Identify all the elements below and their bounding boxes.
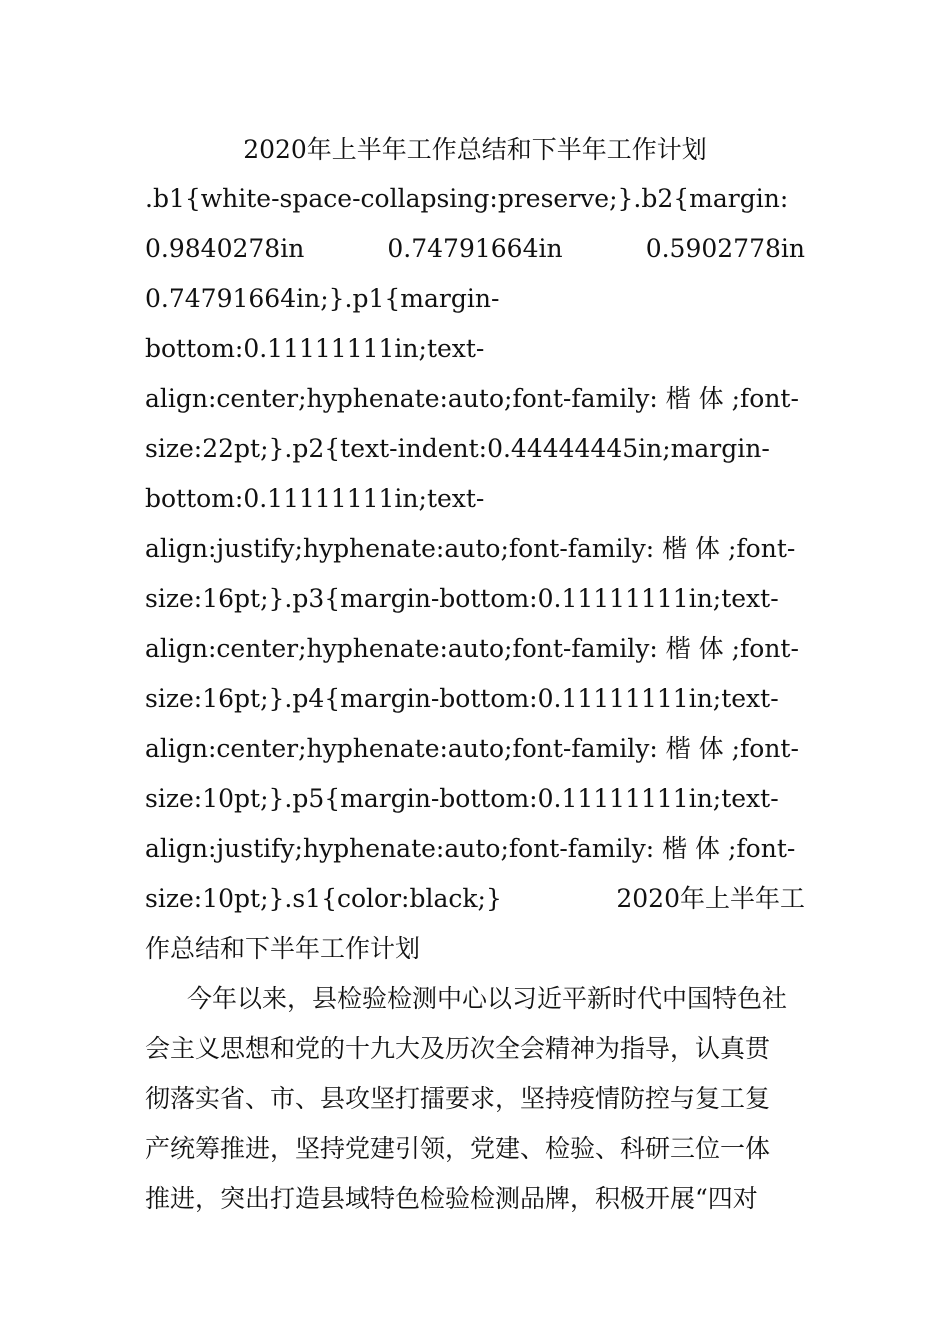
css-margin-top: 0.9840278in <box>145 234 305 263</box>
css-line-11: size:16pt;}.p4{margin-bottom:0.11111111in;text- <box>145 684 779 713</box>
css-margin-right: 0.74791664in <box>387 234 563 263</box>
body-line-1: 今年以来，县检验检测中心以习近平新时代中国特色社 <box>187 984 788 1013</box>
css-margin-bottom: 0.5902778in <box>645 234 805 263</box>
document-title: 2020年上半年工作总结和下半年工作计划 <box>243 135 707 164</box>
css-line-8: align:justify;hyphenate:auto;font-family: 楷 体 ;font- <box>145 534 796 563</box>
body-line-4: 产统筹推进，坚持党建引领，党建、检验、科研三位一体 <box>145 1134 771 1163</box>
css-line-4: bottom:0.11111111in;text- <box>145 334 485 363</box>
css-line-1: .b1{white-space-collapsing:preserve;}.b2{margin: <box>145 184 789 213</box>
css-s1-rule: size:10pt;}.s1{color:black;} <box>145 884 502 913</box>
body-line-2: 会主义思想和党的十九大及历次全会精神为指导，认真贯 <box>145 1034 771 1063</box>
css-line-10: align:center;hyphenate:auto;font-family: 楷 体 ;font- <box>145 634 799 663</box>
css-line-14: align:justify;hyphenate:auto;font-family: 楷 体 ;font- <box>145 834 796 863</box>
body-line-5: 推进，突出打造县域特色检验检测品牌，积极开展“四对 <box>145 1184 758 1213</box>
css-line-9: size:16pt;}.p3{margin-bottom:0.11111111in;text- <box>145 584 779 613</box>
body-paragraph <box>145 974 805 1224</box>
css-line-15 <box>145 874 805 924</box>
inline-title-part-2: 作总结和下半年工作计划 <box>145 934 421 963</box>
css-line-3: 0.74791664in;}.p1{margin- <box>145 284 500 313</box>
css-text-block <box>145 174 805 974</box>
css-line-12: align:center;hyphenate:auto;font-family: 楷 体 ;font- <box>145 734 799 763</box>
css-line-5: align:center;hyphenate:auto;font-family: 楷 体 ;font- <box>145 384 799 413</box>
inline-title-part-1: 2020年上半年工 <box>616 884 805 913</box>
css-line-6: size:22pt;}.p2{text-indent:0.44444445in;margin- <box>145 434 770 463</box>
css-line-2 <box>145 224 805 274</box>
css-line-7: bottom:0.11111111in;text- <box>145 484 485 513</box>
body-line-3: 彻落实省、市、县攻坚打擂要求，坚持疫情防控与复工复 <box>145 1084 771 1113</box>
css-line-13: size:10pt;}.p5{margin-bottom:0.11111111in;text- <box>145 784 779 813</box>
